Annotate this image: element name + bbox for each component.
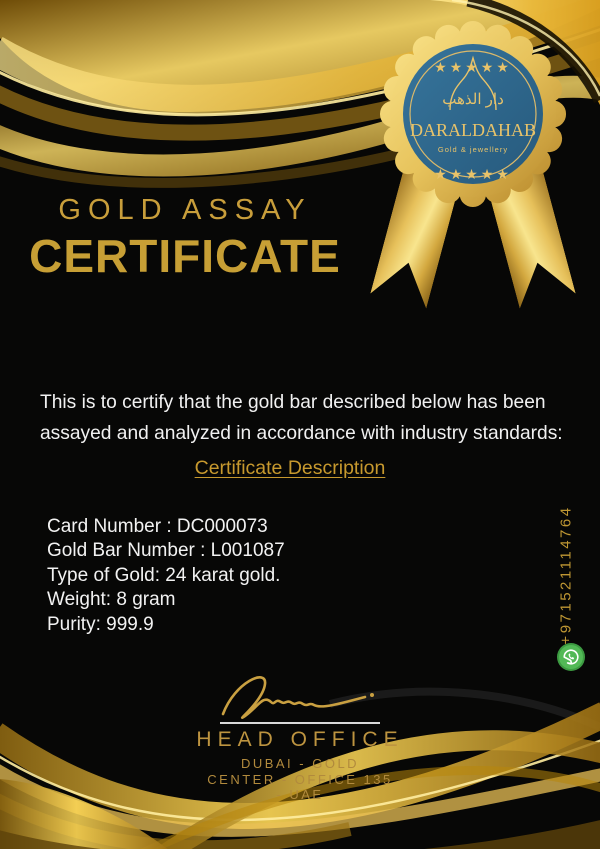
badge-stars-bottom-icon: ★★★★★: [434, 166, 512, 182]
certificate-description-row: [0, 457, 580, 480]
certify-statement: This is to certify that the gold bar described below has been assayed and analyzed in accordance with industry standards:: [40, 392, 563, 445]
detail-card-number: Card Number : DC000073: [47, 516, 268, 537]
detail-purity: Purity: 999.9: [47, 613, 154, 635]
title-certificate: CERTIFICATE: [29, 230, 341, 282]
badge-tagline: Gold & jewellery: [437, 145, 509, 154]
daraldahab-medal: [378, 14, 568, 319]
certificate-description-link[interactable]: Certificate Description: [194, 457, 386, 479]
detail-gold-bar-number: Gold Bar Number : L001087: [47, 540, 285, 562]
badge-brand-name: DARALDAHAB: [410, 120, 536, 140]
address-line-2: CENTER - OFFICE 135: [207, 771, 393, 787]
gold-bar-details: [47, 515, 285, 637]
title-block: [25, 194, 345, 283]
title-gold-assay: GOLD ASSAY: [58, 194, 312, 226]
head-office-address: [0, 756, 600, 803]
address-line-1: DUBAI - GOLD: [240, 756, 360, 771]
phone-number-vertical: +971521114764: [557, 505, 575, 645]
badge-arabic-calligraphy: دار الذهب: [442, 91, 504, 108]
signature-graphic: [215, 666, 385, 722]
detail-type-of-gold: Type of Gold: 24 karat gold.: [47, 564, 281, 586]
badge-stars-top-icon: ★★★★★: [434, 59, 512, 75]
head-office-heading: HEAD OFFICE: [196, 728, 404, 751]
address-line-3: - UAE: [276, 787, 324, 802]
signature-line: [220, 722, 380, 724]
medal-rosette: [378, 14, 568, 226]
detail-weight: Weight: 8 gram: [47, 589, 176, 611]
whatsapp-icon[interactable]: [556, 642, 586, 672]
